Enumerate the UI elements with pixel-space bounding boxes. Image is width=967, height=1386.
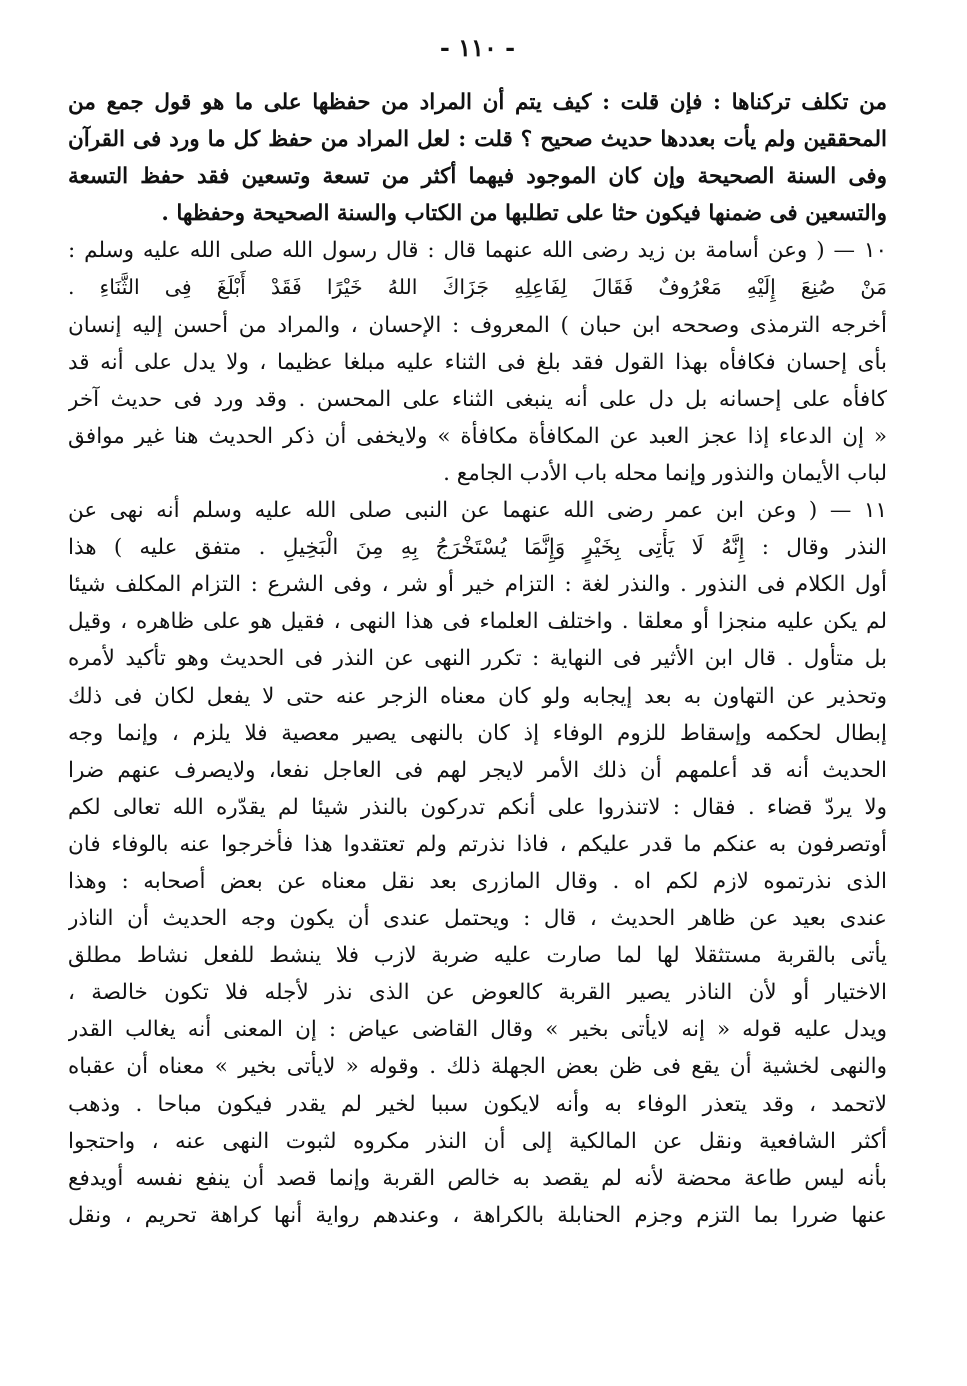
text-line: المحققين ولم يأت بعددها حديث صحيح ؟ قلت : لعل المراد من حفظ كل ما ورد فى القرآن — [68, 127, 887, 153]
text-line: ويدل عليه قوله « إنه لايأتى بخير » وقال القاضى عياض : إن المعنى أنه يغالب القدر — [68, 1017, 887, 1043]
text-line: أوتصرفون به عنكم ما قدر عليكم ، فاذا نذرتم ولم تعتقدوا هذا فأخرجوا عنه بالوفاء فان — [68, 831, 887, 857]
text-line: لم يكن عليه منجزا أو معلقا . واختلف العلماء فى هذا النهى ، فقيل هو على ظاهره ، وقيل — [68, 609, 887, 635]
text-line: أول الكلام فى النذور . والنذر لغة : التزام خير أو شر ، وفى الشرع : التزام المكلف شيئا — [68, 572, 887, 598]
hadith-heading-line: ١٠ — ( وعن أسامة بن زيد رضى الله عنهما قال : قال رسول الله صلى الله عليه وسلم : — [68, 238, 887, 264]
text-line: عندى بعيد عن ظاهر الحديث ، قال : ويحتمل عندى أن يكون وجه الحديث أن الناذر — [68, 906, 887, 932]
text-line: بل متأول . قال ابن الأثير فى النهاية : تكرر النهى عن النذر فى الحديث وهو تأكيد لأمره — [68, 646, 887, 672]
text-line: وفى السنة الصحيحة وإن كان الموجود فيهما أكثر من تسعة وتسعين فقد حفظ التسعة — [68, 164, 887, 190]
text-line: أكثر الشافعية ونقل عن المالكية إلى أن النذر مكروه لثبوت النهى عنه ، واحتجوا — [68, 1128, 887, 1154]
text-line: لاتحمد ، وقد يتعذر الوفاء به وأنه لايكون سببا لخير لم يقدر فيكون مباحا . وذهب — [68, 1091, 887, 1117]
text-line: يأتى بالقربة مستثقلا لها لما صارت عليه ضربة لازب فلا ينشط للفعل نشاط مطلق — [68, 943, 887, 969]
text-line: الاختيار أو لأن الناذر يصير القربة كالعوض عن الذى نذر لأجله فلا تكون خالصة ، — [68, 980, 887, 1006]
text-line: الحديث أنه قد أعلمهم أن ذلك الأمر لايجر لهم فى العاجل نفعا، ولايصرف عنهم ضرا — [68, 757, 887, 783]
text-line: كافأه على إحسانه بل دل على أنه ينبغى الثناء على المحسن . وقد ورد فى حديث آخر — [68, 386, 887, 412]
text-line: عنها ضررا بما التزم وجزم الحنابلة بالكراهة ، وعندهم رواية أنها كراهة تحريم ، ونقل — [68, 1202, 887, 1228]
text-line: والتسعين فى ضمنها فيكون حثا على تطلبها من الكتاب والسنة الصحيحة وحفظها . — [161, 201, 887, 227]
text-line: الذى نذرتموه لازم لكم اه . وقال المازرى بعد نقل معناه عن بعض أصحابه : وهذا — [68, 868, 887, 894]
text-line: والنهى لخشية أن يقع فى ظن بعض الجهلة ذلك . وقوله « لايأتى بخير » معناه أن عقباه — [68, 1054, 887, 1080]
text-line: أخرجه الترمذى وصححه ابن حبان ) المعروف : الإحسان ، والمراد من أحسن إليه إنسان — [68, 312, 887, 338]
hadith-quote-line: النذر وقال : إِنَّهُ لَا يَأْتِى بِخَيْرٍ وَإِنَّمَا يُسْتَخْرَجُ بِهِ مِنَ الْبَخِيلِ . متفق عليه ) هذا — [68, 535, 887, 561]
hadith-quote-line: مَنْ صُنِعَ إِلَيْهِ مَعْرُوفٌ فَقَالَ لِفَاعِلِهِ جَزَاكَ اللهُ خَيْرًا فَقَدْ أَبْلَغَ فِى الثَّنَاءِ . — [68, 275, 887, 300]
hadith-heading-line: ١١ — ( وعن ابن عمر رضى الله عنهما عن النبى صلى الله عليه وسلم أنه نهى عن — [68, 498, 887, 524]
text-line: لباب الأيمان والنذور وإنما محله باب الأدب الجامع . — [443, 460, 887, 486]
text-line: من تكلف تركناها : فإن قلت : كيف يتم أن المراد من حفظها على ما هو قول جمع من — [68, 90, 887, 115]
page-number: - ١١٠ - — [439, 33, 516, 62]
text-line: بأنه ليس طاعة محضة لأنه لم يقصد به خالص القربة وإنما قصد أن ينفع نفسه أويدفع — [68, 1165, 887, 1191]
body-text — [68, 84, 887, 1234]
text-line: وتحذير عن التهاون به بعد إيجابه ولو كان معناه الزجر عنه حتى لا يفعل لكان فى ذلك — [68, 683, 887, 709]
text-line: بأى إحسان فكافأه بهذا القول فقد بلغ فى الثناء عليه مبلغا عظيما ، ولا يدل على أنه قد — [68, 349, 887, 375]
text-line: إبطال لحكمه وإسقاط للزوم الوفاء إذ كان بالنهى يصير معصية فلا يلزم ، وإنما وجه — [68, 720, 887, 746]
text-line: « إن الدعاء إذا عجز العبد عن المكافأة مكافأة » ولايخفى أن ذكر الحديث هنا غير موافق — [68, 423, 887, 449]
text-line: ولا يردّ قضاء . فقال : لاتنذروا على أنكم تدركون بالنذر شيئا لم يقدّره الله تعالى لكم — [68, 794, 887, 820]
